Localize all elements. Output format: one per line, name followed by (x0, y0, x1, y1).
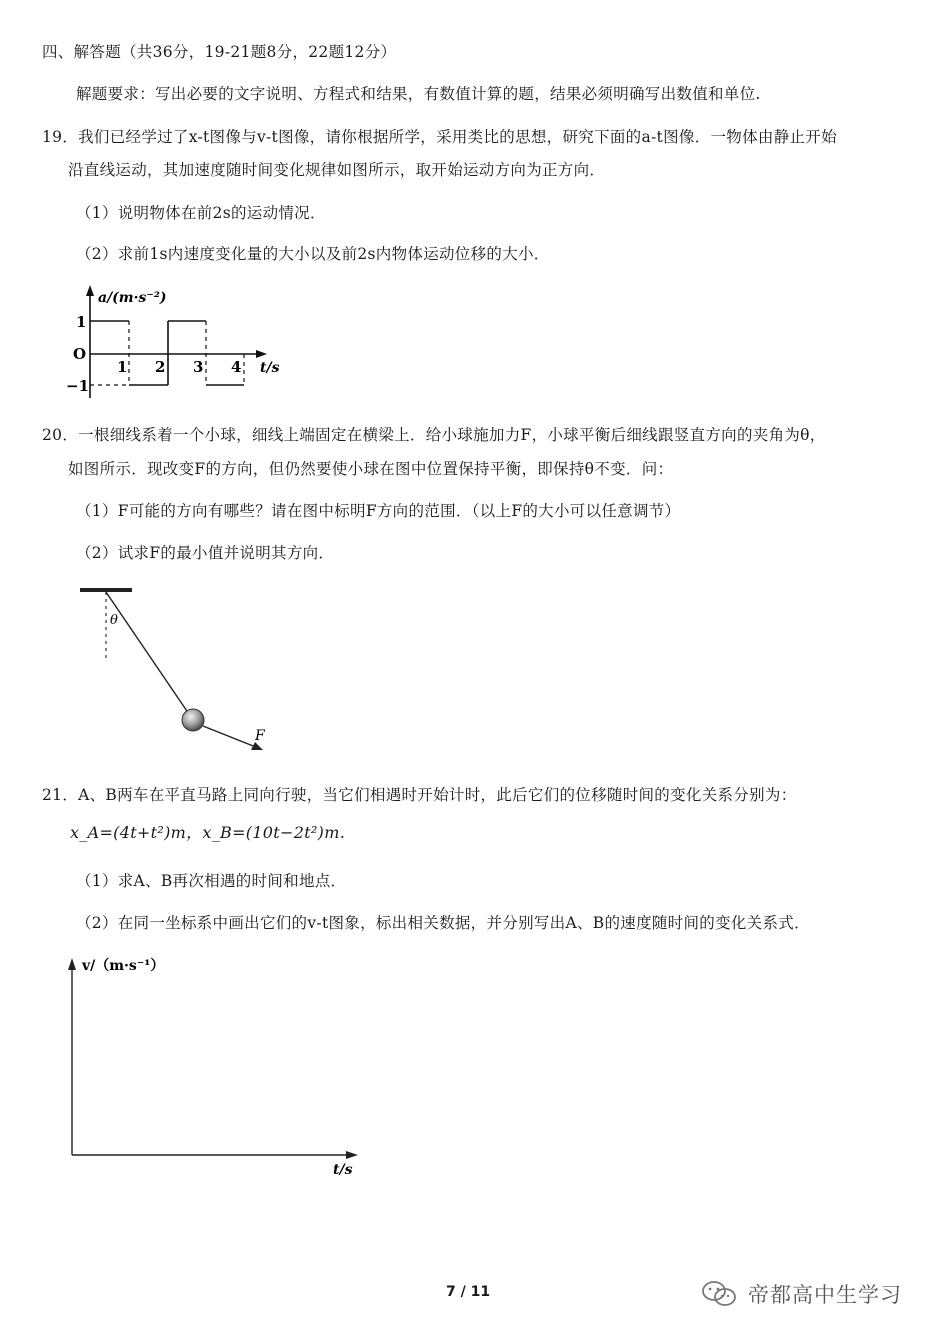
q19-y-tick-neg1: −1 (66, 377, 90, 395)
q19-text-line1: 19．我们已经学过了x-t图像与v-t图像，请你根据所学，采用类比的思想，研究下面的a-t图像．一物体由静止开始 (42, 128, 837, 146)
q21-formula: x_A=(4t+t²)m，x_B=(10t−2t²)m． (70, 823, 356, 842)
q19-x-tick-4: 4 (231, 358, 242, 376)
q21-subquestion-1: （1）求A、B再次相遇的时间和地点． (76, 872, 347, 890)
q21-subquestion-2: （2）在同一坐标系中画出它们的v-t图象，标出相关数据，并分别写出A、B的速度随时间的变化关系式． (76, 914, 810, 932)
q20-text-line1: 20．一根细线系着一个小球，细线上端固定在横梁上．给小球施加力F，小球平衡后细线跟竖直方向的夹角为θ， (42, 426, 826, 444)
q21-y-arrow (68, 958, 76, 970)
q19-x-tick-3: 3 (193, 358, 204, 376)
q20-force-label: F (255, 728, 265, 744)
wechat-icon (700, 1279, 740, 1309)
q21-y-label: v/（m·s⁻¹） (82, 958, 165, 974)
q21-text-line1: 21．A、B两车在平直马路上同向行驶，当它们相遇时开始计时，此后它们的位移随时间的变化关系分别为： (42, 786, 797, 804)
q19-y-tick-1: 1 (76, 313, 87, 331)
q20-text-line2: 如图所示．现改变F的方向，但仍然要使小球在图中位置保持平衡，即保持θ不变．问： (68, 460, 674, 478)
q19-x-label: t/s (260, 360, 280, 376)
q21-x-label: t/s (333, 1162, 353, 1178)
q21-x-arrow (346, 1151, 358, 1159)
page-number: 7 / 11 (446, 1284, 491, 1300)
q19-subquestion-2: （2）求前1s内速度变化量的大小以及前2s内物体运动位移的大小． (76, 245, 550, 263)
q19-text-line2: 沿直线运动，其加速度随时间变化规律如图所示，取开始运动方向为正方向． (68, 161, 606, 179)
q19-subquestion-1: （1）说明物体在前2s的运动情况． (76, 204, 326, 222)
q20-angle-label: θ (110, 613, 118, 628)
watermark (700, 1279, 902, 1309)
q20-subquestion-1: （1）F可能的方向有哪些？请在图中标明F方向的范围．（以上F的大小可以任意调节） (76, 502, 681, 520)
q19-origin: O (73, 345, 87, 363)
section-heading: 四、解答题（共36分，19-21题8分，22题12分） (42, 43, 397, 61)
watermark-text: 帝都高中生学习 (748, 1283, 902, 1307)
q19-y-label: a/(m·s⁻²) (98, 290, 167, 306)
q19-x-tick-2: 2 (155, 358, 166, 376)
q20-subquestion-2: （2）试求F的最小值并说明其方向． (76, 544, 335, 562)
q19-x-tick-1: 1 (117, 358, 128, 376)
solving-requirement: 解题要求：写出必要的文字说明、方程式和结果，有数值计算的题，结果必须明确写出数值和单位. (76, 85, 761, 103)
